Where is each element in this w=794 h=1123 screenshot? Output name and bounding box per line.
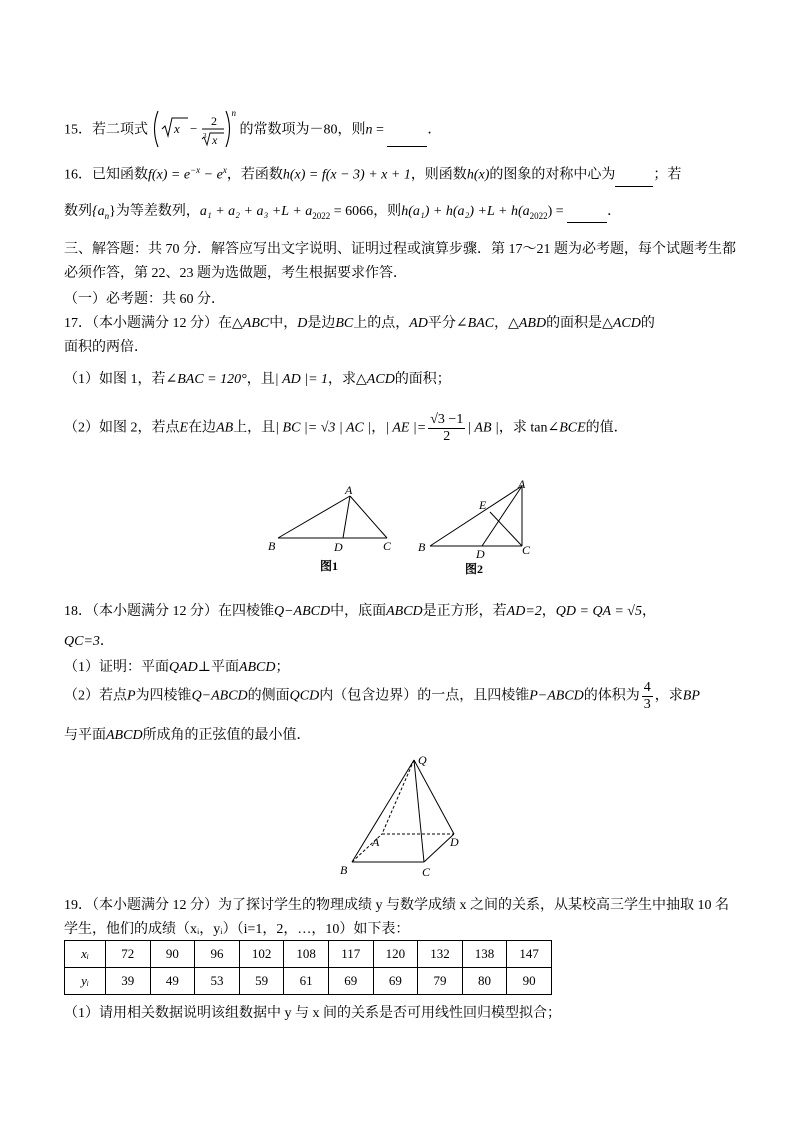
q17-p2ab: | AB | [467, 420, 499, 436]
q17-part1 [64, 368, 451, 388]
q16-hx: h(x) [466, 167, 490, 183]
svg-text:−: − [189, 121, 197, 137]
q18-p1: （1）证明：平面 [64, 660, 169, 675]
q18-vden: 3 [643, 697, 651, 712]
q17-abd: △ABD [508, 316, 547, 331]
q17-t1: 17．（本小题满分 12 分）在 [64, 316, 232, 331]
table-cell: 59 [239, 968, 284, 995]
q18-abcd: ABCD [386, 604, 423, 619]
q17-p2b: 在边 [188, 420, 217, 436]
q17-p2ae: | AE |= [385, 420, 427, 436]
table-row-x [65, 941, 552, 968]
q18-ad: AD=2 [506, 604, 542, 619]
q18-line2-end: ． [99, 634, 114, 649]
table-cell: 138 [462, 941, 507, 968]
q18-part1 [64, 656, 290, 676]
svg-text:x: x [173, 121, 180, 137]
q15-prefix: 15．若二项式 [64, 122, 148, 138]
fig3-label-C: C [422, 865, 431, 878]
table-cell: 72 [106, 941, 151, 968]
table-cell: 117 [328, 941, 373, 968]
q17-frac-num: √3 −1 [430, 412, 464, 427]
q17-part2 [64, 412, 628, 445]
q16-an-sub: n [104, 210, 110, 221]
q18-p2a: （2）若点 [64, 688, 127, 704]
q17-p1b: ，且 [246, 372, 275, 387]
fig2-caption: 图2 [465, 562, 484, 576]
q17-p2c: 上，且 [233, 420, 276, 436]
fig1-label-B: B [268, 539, 276, 553]
figure-1 [268, 483, 392, 573]
q18-p3abcd: ABCD [106, 728, 143, 743]
q17-p1d: 的面积； [394, 372, 451, 387]
fig3-label-D: D [450, 835, 459, 849]
fig1-label-C: C [383, 539, 392, 553]
q18-p3a: 与平面 [64, 728, 106, 743]
fig2-label-E: E [479, 498, 487, 512]
table-cell: 102 [239, 941, 284, 968]
q18-p2d: 内（包含边界）的一点，且四棱锥 [319, 688, 530, 704]
q17-line2: 面积的两倍． [64, 340, 148, 355]
q17-fraction [428, 412, 465, 445]
q16-line1 [64, 160, 681, 187]
q18-p2b: 为四棱锥 [135, 688, 192, 704]
q18-ppyr: P−ABCD [529, 688, 584, 704]
q18-line2 [64, 630, 114, 650]
q16-hsum-sub: 2022 [529, 210, 548, 221]
q17-t7: 的面积是 [546, 316, 603, 331]
q18-line3 [64, 724, 311, 744]
q18-P: P [127, 688, 136, 704]
q17-p1c: ，求 [328, 372, 357, 387]
table-cell: 69 [373, 968, 418, 995]
q18-part2 [64, 680, 700, 713]
section3-line2: 必须作答，第 22、23 题为选做题，考生根据要求作答． [64, 266, 407, 281]
q16-text2: ，则函数 [410, 167, 467, 183]
q17-p2ang: ∠BCE [547, 420, 586, 436]
q15-exponent: n [231, 108, 236, 118]
q16-fdef2: − e [200, 167, 223, 183]
q19-part1: （1）请用相关数据说明该组数据中 y 与 x 间的关系是否可用线性回归模型拟合； [64, 1006, 561, 1021]
table-cell: 80 [462, 968, 507, 995]
q18-perp: ⊥平面 [197, 660, 239, 675]
q16-line2 [64, 202, 621, 226]
q18-t1: 18．（本小题满分 12 分）在四棱锥 [64, 604, 274, 619]
table-cell: 79 [418, 968, 463, 995]
svg-text:3: 3 [202, 132, 206, 141]
q17-t4: 上的点， [353, 316, 410, 331]
q17-p1ad: | AD |= 1 [274, 372, 329, 387]
q18-line1 [64, 600, 656, 620]
q16-sum-end: = 6066 [330, 204, 374, 219]
q15-binomial [152, 113, 232, 147]
q18-p2pyr: Q−ABCD [191, 688, 248, 704]
table-cell: 96 [195, 941, 240, 968]
q18-p1end: ； [275, 660, 290, 675]
q17-p1a: （1）如图 1，若 [64, 372, 166, 387]
q19-line1: 19．（本小题满分 12 分）为了探讨学生的物理成绩 y 与数学成绩 x 之间的关系，从某校高三学生中抽取 10 名 [64, 898, 729, 913]
q15-fraction-numerator: 2 [210, 114, 217, 129]
table-cell: 90 [150, 941, 195, 968]
q18-qcd: QCD [289, 688, 320, 704]
table-cell: 53 [195, 968, 240, 995]
q18-qad: QAD [169, 660, 198, 675]
q17-BC: BC [335, 316, 354, 331]
fig3-label-B: B [340, 863, 348, 877]
q17-p2e: ，求 tan [498, 420, 548, 436]
q18-qc: QC=3 [64, 634, 100, 649]
table-header-y: yᵢ [65, 968, 106, 995]
q18-t5: ， [642, 604, 656, 619]
q17-acd: △ACD [602, 316, 641, 331]
q17-t8: 的 [640, 316, 655, 331]
table-cell: 61 [284, 968, 329, 995]
table-cell: 147 [507, 941, 552, 968]
q16-text1: ，若函数 [226, 167, 283, 183]
q18-volume-fraction [642, 680, 653, 713]
q15-end: ． [427, 122, 442, 138]
section3-line1: 三、解答题：共 70 分．解答应写出文字说明、证明过程或演算步骤．第 17～21 题为必考题，每个试题考生都 [64, 242, 736, 257]
q17-p2bc: | BC |= √3 | AC | [275, 420, 372, 436]
q15-answer-blank[interactable] [387, 116, 427, 147]
table-cell: 39 [106, 968, 151, 995]
q15-equals: = [372, 122, 388, 138]
q18-p2c: 的侧面 [247, 688, 290, 704]
q17-p1ang: ∠BAC = 120° [165, 372, 247, 387]
q17-line1 [64, 312, 655, 332]
fig1-label-A: A [345, 483, 353, 497]
q17-p2d: ， [371, 420, 386, 436]
fig2-label-C: C [522, 543, 531, 557]
q16-fsup1: −x [190, 165, 201, 175]
q16-fdef: f(x) = e [148, 167, 191, 183]
q16-answer-blank-1[interactable] [615, 166, 653, 187]
q16-hsum: h(a₁) + h(a₂) +L + h(a [401, 204, 530, 219]
q17-t3: 是边 [307, 316, 336, 331]
q16-line2a: 数列 [64, 204, 92, 219]
q18-vnum: 4 [643, 680, 651, 695]
q15-line [64, 108, 442, 148]
q17-p2E: E [179, 420, 189, 436]
fig3-label-Q: Q [418, 753, 427, 767]
section3-line3: （一）必考题：共 60 分． [64, 292, 225, 307]
q15-n: n [365, 122, 373, 138]
q18-p3b: 所成角的正弦值的最小值． [142, 728, 311, 743]
q17-angbac: ∠BAC [455, 316, 495, 331]
q16-line2b: }为等差数列， [109, 204, 200, 219]
q18-t3: 是正方形，若 [422, 604, 507, 619]
q18-qd: QD = QA = √5 [555, 604, 642, 619]
q17-D: D [297, 316, 308, 331]
q18-p1abcd: ABCD [238, 660, 276, 675]
q17-frac-den: 2 [443, 429, 451, 444]
q19-score-table [64, 940, 552, 995]
q18-p2e: 的体积为 [583, 688, 640, 704]
table-cell: 108 [284, 941, 329, 968]
q18-t4: ， [541, 604, 556, 619]
q16-sum: a₁ + a₂ + a₃ +L + a [199, 204, 313, 219]
fig1-caption: 图1 [320, 559, 339, 573]
q16-sum-sub: 2022 [312, 210, 331, 221]
table-header-x: xᵢ [65, 941, 106, 968]
q17-t2: 中， [269, 316, 298, 331]
q16-prefix: 16．已知函数 [64, 167, 148, 183]
table-cell: 120 [373, 941, 418, 968]
figure-2 [418, 478, 531, 576]
q17-figures [260, 478, 550, 578]
q17-p2AB: AB [216, 420, 234, 436]
q16-end: ． [607, 204, 622, 219]
q17-t5: 平分 [427, 316, 456, 331]
fig2-label-B: B [418, 540, 426, 554]
table-cell: 49 [150, 968, 195, 995]
q17-p2f: 的值． [585, 420, 628, 436]
table-cell: 69 [328, 968, 373, 995]
binomial-expression-icon [152, 109, 232, 149]
q18-t2: 中，底面 [330, 604, 387, 619]
svg-text:x: x [211, 133, 217, 148]
fig2-label-D: D [476, 547, 485, 561]
q16-an: {a [92, 204, 105, 219]
q18-p2f: ，求 [654, 688, 683, 704]
q15-text: 的常数项为－80，则 [239, 122, 366, 138]
q16-text3: 的图象的对称中心为 [489, 167, 616, 183]
q16-fsup2: x [222, 165, 227, 175]
q17-AD: AD [409, 316, 428, 331]
q18-BP: BP [682, 688, 700, 704]
q19-line2: 学生，他们的成绩（xᵢ，yᵢ）（i=1，2，…，10）如下表： [64, 922, 410, 937]
q16-answer-blank-2[interactable] [567, 202, 607, 223]
table-cell: 132 [418, 941, 463, 968]
q16-hsum-end: ) = [547, 204, 568, 219]
q16-text4: ；若 [653, 167, 682, 183]
fig2-label-A: A [518, 478, 526, 491]
q17-abc: △ABC [232, 316, 270, 331]
q18-pyr: Q−ABCD [274, 604, 331, 619]
q17-p1acd: △ACD [356, 372, 395, 387]
q18-pyramid-figure [330, 748, 470, 878]
fig3-label-A: A [372, 835, 380, 849]
q16-hdef: h(x) = f(x − 3) + x + 1 [282, 167, 411, 183]
q17-t6: ， [494, 316, 509, 331]
fig1-label-D: D [334, 540, 343, 554]
q17-p2a: （2）如图 2，若点 [64, 420, 180, 436]
table-row-y [65, 968, 552, 995]
q16-line2c: ，则 [373, 204, 402, 219]
table-cell: 90 [507, 968, 552, 995]
